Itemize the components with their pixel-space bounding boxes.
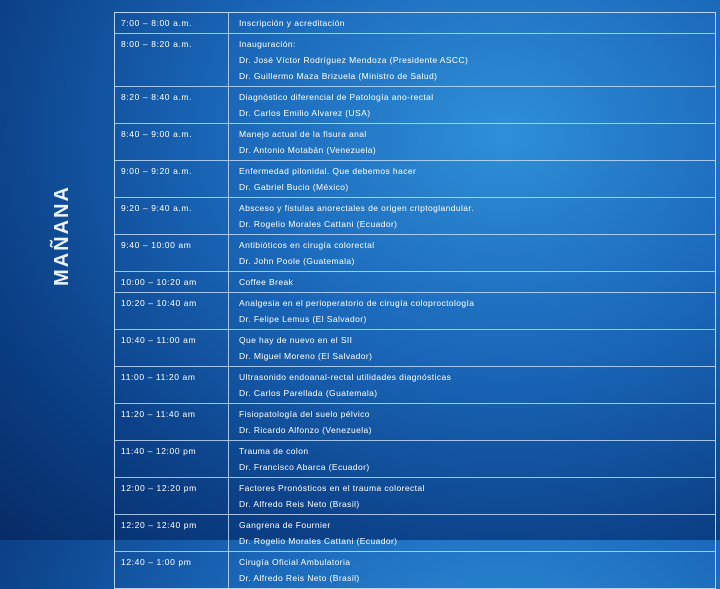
- session-detail: Dr. John Poole (Guatemala): [239, 256, 355, 266]
- session-detail: Dr. Rogelio Morales Cattani (Ecuador): [239, 536, 398, 546]
- schedule-time: 11:20 – 11:40 am: [115, 404, 229, 440]
- schedule-time: 12:00 – 12:20 pm: [115, 478, 229, 514]
- session-detail: Dr. Guillermo Maza Brizuela (Ministro de Salud): [239, 71, 438, 81]
- schedule-content: [229, 441, 715, 477]
- schedule-content: [229, 235, 715, 271]
- schedule-time: 12:20 – 12:40 pm: [115, 515, 229, 551]
- schedule-row: [115, 235, 715, 272]
- schedule-row: [115, 13, 715, 34]
- session-title: Factores Pronósticos en el trauma colorectal: [239, 483, 425, 493]
- schedule-content: [229, 478, 715, 514]
- schedule-time: 8:00 – 8:20 a.m.: [115, 34, 229, 86]
- schedule-content: [229, 13, 715, 33]
- session-title: Ultrasonido endoanal-rectal utilidades diagnósticas: [239, 372, 452, 382]
- schedule-row: [115, 272, 715, 293]
- schedule-row: [115, 87, 715, 124]
- schedule-row: [115, 293, 715, 330]
- session-title: Gangrena de Fournier: [239, 520, 331, 530]
- session-detail: Dr. Alfredo Reis Neto (Brasil): [239, 573, 360, 583]
- schedule-time: 9:40 – 10:00 am: [115, 235, 229, 271]
- session-title: Trauma de colon: [239, 446, 309, 456]
- session-title: Inscripción y acreditación: [239, 18, 345, 28]
- section-label: [12, 150, 112, 320]
- schedule-content: [229, 404, 715, 440]
- session-title: Antibióticos en cirugía colorectal: [239, 240, 375, 250]
- schedule-row: [115, 367, 715, 404]
- session-title: Enfermedad pilonidal. Que debemos hacer: [239, 166, 417, 176]
- schedule-row: [115, 404, 715, 441]
- schedule-row: [115, 198, 715, 235]
- session-detail: Dr. Miguel Moreno (El Salvador): [239, 351, 373, 361]
- schedule-content: [229, 552, 715, 588]
- session-title: Inauguración:: [239, 39, 296, 49]
- session-title: Fisiopatología del suelo pélvico: [239, 409, 370, 419]
- schedule-content: [229, 293, 715, 329]
- schedule-time: 9:00 – 9:20 a.m.: [115, 161, 229, 197]
- session-title: Diagnóstico diferencial de Patología ano-rectal: [239, 92, 434, 102]
- schedule-time: 10:00 – 10:20 am: [115, 272, 229, 292]
- schedule-content: [229, 272, 715, 292]
- schedule-time: 8:40 – 9:00 a.m.: [115, 124, 229, 160]
- schedule-time: 10:20 – 10:40 am: [115, 293, 229, 329]
- session-detail: Dr. Carlos Parellada (Guatemala): [239, 388, 378, 398]
- session-title: Que hay de nuevo en el SII: [239, 335, 353, 345]
- schedule-table: [114, 12, 716, 589]
- session-detail: Dr. José Víctor Rodríguez Mendoza (Presidente ASCC): [239, 55, 469, 65]
- schedule-time: 7:00 – 8:00 a.m.: [115, 13, 229, 33]
- schedule-row: [115, 330, 715, 367]
- schedule-content: [229, 367, 715, 403]
- schedule-row: [115, 124, 715, 161]
- session-detail: Dr. Carlos Emilio Alvarez (USA): [239, 108, 371, 118]
- schedule-row: [115, 515, 715, 552]
- session-title: Analgesia en el perioperatorio de cirugía coloproctología: [239, 298, 475, 308]
- schedule-content: [229, 34, 715, 86]
- schedule-row: [115, 441, 715, 478]
- schedule-time: 9:20 – 9:40 a.m.: [115, 198, 229, 234]
- schedule-row: [115, 552, 715, 588]
- schedule-time: 10:40 – 11:00 am: [115, 330, 229, 366]
- schedule-time: 8:20 – 8:40 a.m.: [115, 87, 229, 123]
- schedule-row: [115, 161, 715, 198]
- section-label-text: MAÑANA: [50, 184, 73, 286]
- session-detail: Dr. Alfredo Reis Neto (Brasil): [239, 499, 360, 509]
- schedule-time: 11:40 – 12:00 pm: [115, 441, 229, 477]
- schedule-row: [115, 478, 715, 515]
- session-detail: Dr. Ricardo Alfonzo (Venezuela): [239, 425, 372, 435]
- session-title: Coffee Break: [239, 277, 294, 287]
- schedule-content: [229, 87, 715, 123]
- session-title: Cirugía Oficial Ambulatoria: [239, 557, 351, 567]
- schedule-time: 12:40 – 1:00 pm: [115, 552, 229, 588]
- session-detail: Dr. Antonio Motabán (Venezuela): [239, 145, 377, 155]
- schedule-row: [115, 34, 715, 87]
- session-title: Absceso y fistulas anorectales de origen criptoglandular.: [239, 203, 474, 213]
- session-detail: Dr. Rogelio Morales Cattani (Ecuador): [239, 219, 398, 229]
- session-detail: Dr. Gabriel Bucio (México): [239, 182, 349, 192]
- schedule-content: [229, 330, 715, 366]
- schedule-content: [229, 515, 715, 551]
- session-detail: Dr. Francisco Abarca (Ecuador): [239, 462, 370, 472]
- session-detail: Dr. Felipe Lemus (El Salvador): [239, 314, 367, 324]
- schedule-content: [229, 198, 715, 234]
- schedule-content: [229, 161, 715, 197]
- session-title: Manejo actual de la fisura anal: [239, 129, 367, 139]
- schedule-content: [229, 124, 715, 160]
- schedule-time: 11:00 – 11:20 am: [115, 367, 229, 403]
